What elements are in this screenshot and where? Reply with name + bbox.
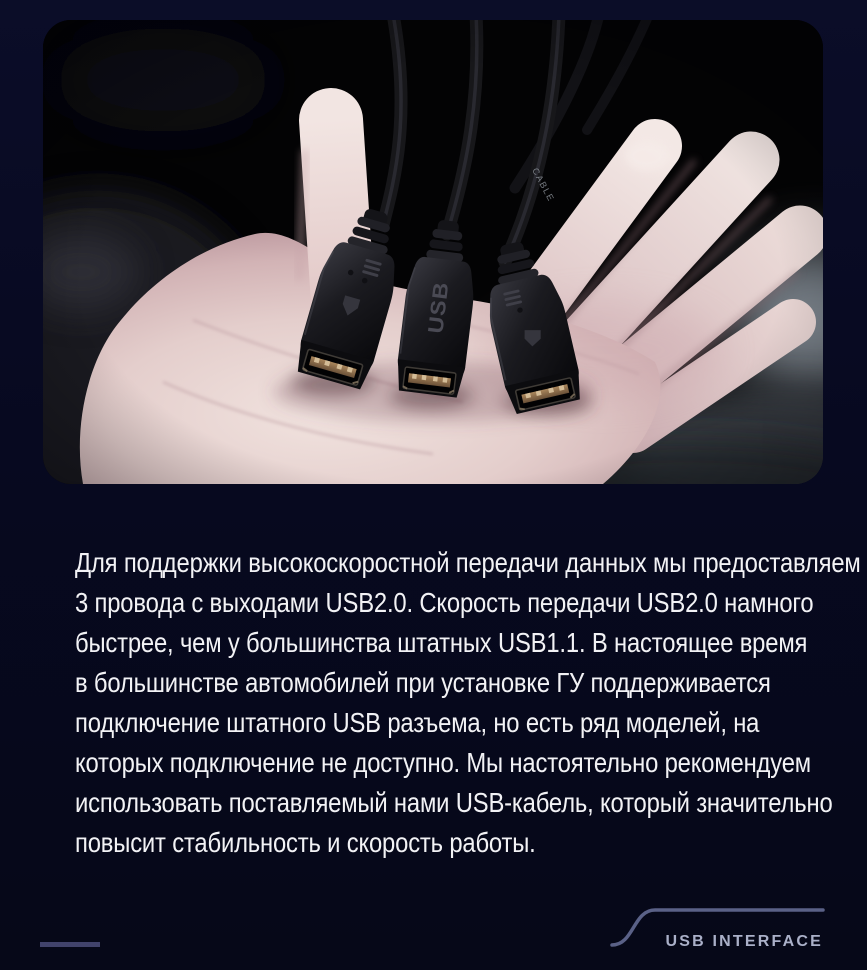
- product-photo: [43, 20, 823, 484]
- description-line: которых подключение не доступно. Мы настоятельно рекомендуем: [75, 747, 811, 778]
- description-line: подключение штатного USB разъема, но есть ряд моделей, на: [75, 707, 760, 738]
- description-line: в большинстве автомобилей при установке ГУ поддерживается: [75, 667, 771, 698]
- vignette-overlay: [43, 20, 823, 484]
- description-text: [75, 543, 861, 863]
- description-line: 3 провода с выходами USB2.0. Скорость передачи USB2.0 намного: [75, 587, 814, 618]
- hand-usb-photo-illustration: [43, 20, 823, 484]
- footer-label: USB INTERFACE: [665, 933, 823, 950]
- description-line: быстрее, чем у большинства штатных USB1.1. В настоящее время: [75, 627, 808, 658]
- footer-accent-line: [0, 893, 867, 963]
- description-line: Для поддержки высокоскоростной передачи данных мы предоставляем: [75, 547, 861, 578]
- description-line: использовать поставляемый нами USB-кабель, который значительно: [75, 787, 833, 818]
- description-line: повысит стабильность и скорость работы.: [75, 827, 536, 858]
